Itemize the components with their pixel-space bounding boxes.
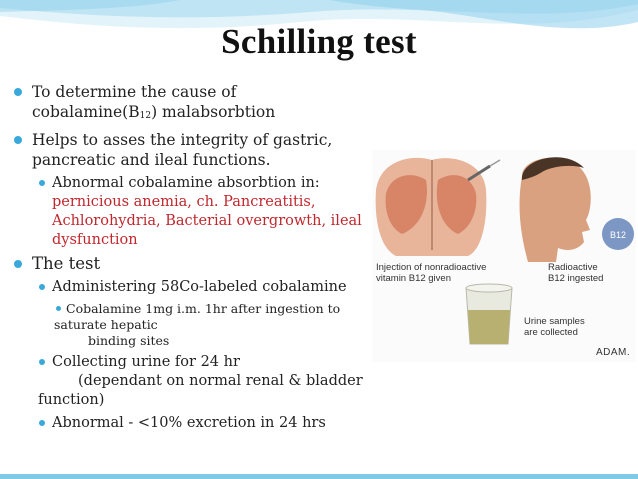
condition-list-text: Achlorohydria, Bacterial overgrowth, ileal: [52, 213, 362, 229]
illustration-drawing: [372, 150, 636, 362]
bullet-text: The test: [32, 254, 101, 273]
bullet-integrity: [8, 130, 380, 170]
condition-list-text: dysfunction: [52, 232, 138, 248]
bullet-text: pancreatic and ileal functions.: [32, 151, 271, 169]
subbullet-administering: [8, 278, 380, 297]
caption-text: B12 ingested: [548, 273, 604, 284]
subbullet-abnormal-excretion: [8, 414, 380, 433]
bullet-text: Helps to asses the integrity of gastric,: [32, 131, 333, 149]
bullet-text: Abnormal cobalamine absorbtion in:: [52, 175, 320, 191]
bullet-the-test: [8, 254, 380, 274]
bullet-text: ) malabsorbtion: [151, 103, 276, 121]
bullet-text: function): [38, 392, 105, 408]
caption-injection: [376, 262, 486, 284]
bullet-text: cobalamine(B: [32, 103, 140, 121]
bullet-list: [8, 82, 380, 437]
bullet-determine-cause: [8, 82, 380, 126]
caption-text: vitamin B12 given: [376, 273, 451, 284]
pill-label: B12: [610, 230, 627, 240]
footer-bar: [0, 474, 638, 479]
bullet-text: Abnormal - <10% excretion in 24 hrs: [52, 415, 326, 431]
caption-text: Injection of nonradioactive: [376, 262, 487, 273]
caption-text: Urine samples: [524, 316, 585, 327]
bullet-text: Administering 58Co-labeled cobalamine: [52, 279, 347, 295]
subbullet-abnormal-absorption: [8, 174, 380, 250]
subsubbullet-cobalamine-dose: [8, 301, 380, 349]
condition-list-text: pernicious anemia, ch. Pancreatitis,: [52, 194, 316, 210]
subscript: 12: [139, 111, 152, 121]
bullet-text: binding sites: [88, 333, 170, 348]
caption-text: are collected: [524, 327, 578, 338]
caption-radioactive: [548, 262, 603, 284]
bullet-text: saturate hepatic: [54, 317, 158, 332]
schilling-test-illustration: [372, 150, 636, 362]
subbullet-collecting-urine: [8, 353, 380, 410]
bullet-text: To determine the cause of: [32, 83, 237, 101]
bullet-text: (dependant on normal renal & bladder: [78, 373, 363, 389]
slide-title: Schilling test: [221, 22, 417, 61]
adam-logo: ADAM.: [596, 347, 631, 358]
caption-text: Radioactive: [548, 262, 598, 273]
bullet-text: Cobalamine 1mg i.m. 1hr after ingestion to: [66, 301, 341, 316]
bullet-text: Collecting urine for 24 hr: [52, 354, 240, 370]
caption-urine: [524, 316, 585, 338]
